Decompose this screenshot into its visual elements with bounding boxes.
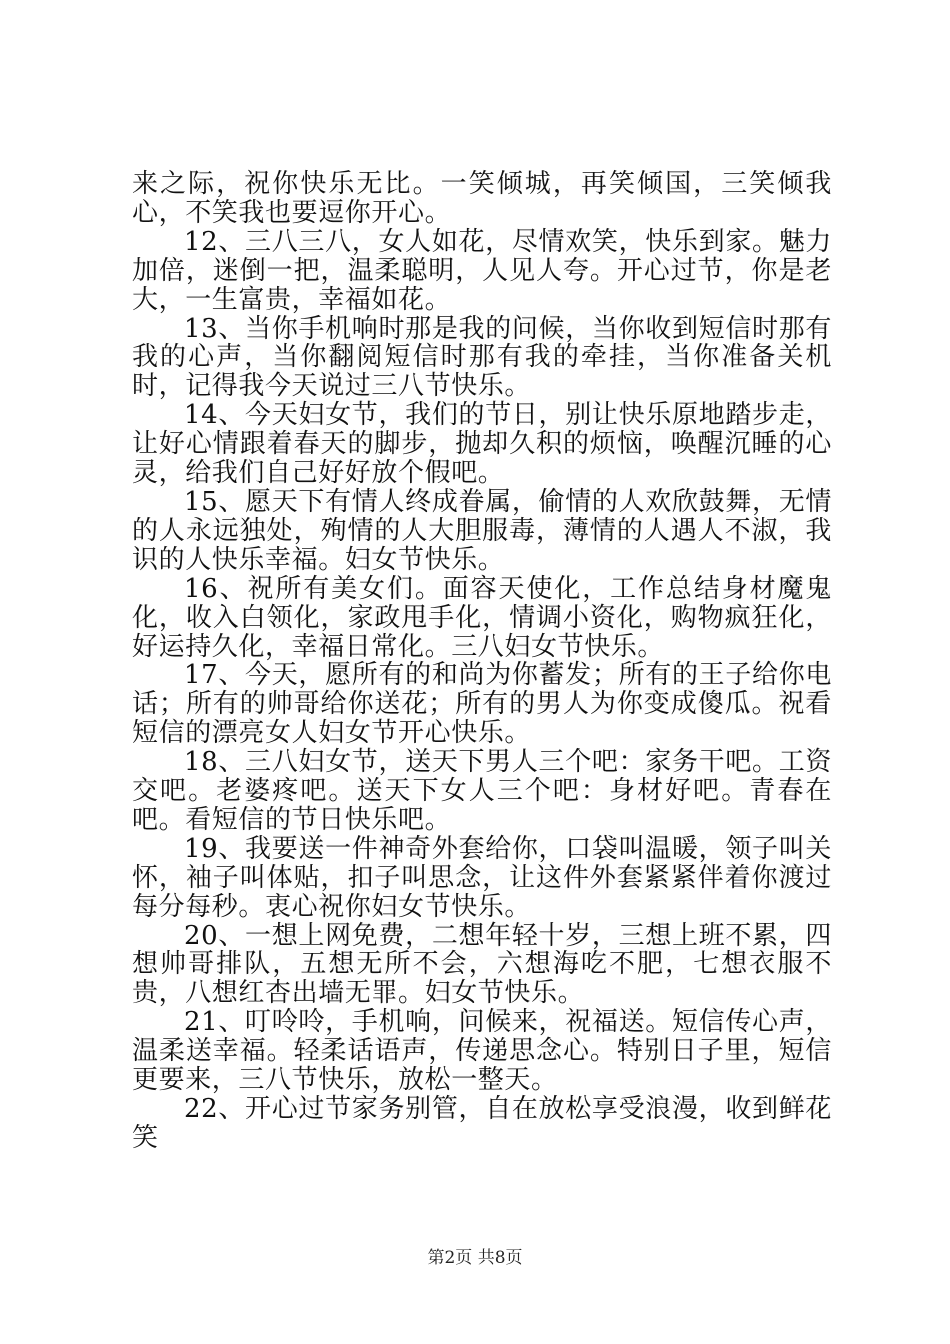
paragraph-16: 16、祝所有美女们。面容天使化，工作总结身材魔鬼化，收入白领化，家政甩手化，情调小资化，购物疯狂化，好运持久化，幸福日常化。三八妇女节快乐。 — [132, 573, 832, 662]
document-body — [132, 170, 832, 1153]
paragraph-17: 17、今天，愿所有的和尚为你蓄发；所有的王子给你电话；所有的帅哥给你送花；所有的男人为你变成傻瓜。祝看短信的漂亮女人妇女节开心快乐。 — [132, 660, 832, 749]
paragraph-12: 12、三八三八，女人如花，尽情欢笑，快乐到家。魅力加倍，迷倒一把，温柔聪明，人见人夸。开心过节，你是老大，一生富贵，幸福如花。 — [132, 226, 832, 315]
paragraph-14: 14、今天妇女节，我们的节日，别让快乐原地踏步走，让好心情跟着春天的脚步，抛却久积的烦恼，唤醒沉睡的心灵，给我们自己好好放个假吧。 — [132, 400, 832, 489]
paragraph-20: 20、一想上网免费，二想年轻十岁，三想上班不累，四想帅哥排队，五想无所不会，六想海吃不肥，七想衣服不贵，八想红杏出墙无罪。妇女节快乐。 — [132, 920, 832, 1009]
paragraph-21: 21、叮呤呤，手机响，问候来，祝福送。短信传心声，温柔送幸福。轻柔话语声，传递思念心。特别日子里，短信更要来，三八节快乐，放松一整天。 — [132, 1007, 832, 1096]
page-number-footer: 第2页 共8页 — [427, 1248, 523, 1268]
paragraph-continuation: 来之际，祝你快乐无比。一笑倾城，再笑倾国，三笑倾我心，不笑我也要逗你开心。 — [132, 169, 832, 228]
paragraph-13: 13、当你手机响时那是我的问候，当你收到短信时那有我的心声，当你翻阅短信时那有我的牵挂，当你准备关机时，记得我今天说过三八节快乐。 — [132, 313, 832, 402]
paragraph-18: 18、三八妇女节，送天下男人三个吧：家务干吧。工资交吧。老婆疼吧。送天下女人三个吧：身材好吧。青春在吧。看短信的节日快乐吧。 — [132, 747, 832, 835]
paragraph-19: 19、我要送一件神奇外套给你，口袋叫温暖，领子叫关怀，袖子叫体贴，扣子叫思念，让这件外套紧紧伴着你渡过每分每秒。衷心祝你妇女节快乐。 — [132, 833, 832, 922]
paragraph-15: 15、愿天下有情人终成眷属，偷情的人欢欣鼓舞，无情的人永远独处，殉情的人大胆服毒，薄情的人遇人不淑，我识的人快乐幸福。妇女节快乐。 — [132, 486, 832, 575]
paragraph-22: 22、开心过节家务别管，自在放松享受浪漫，收到鲜花笑 — [132, 1094, 832, 1153]
